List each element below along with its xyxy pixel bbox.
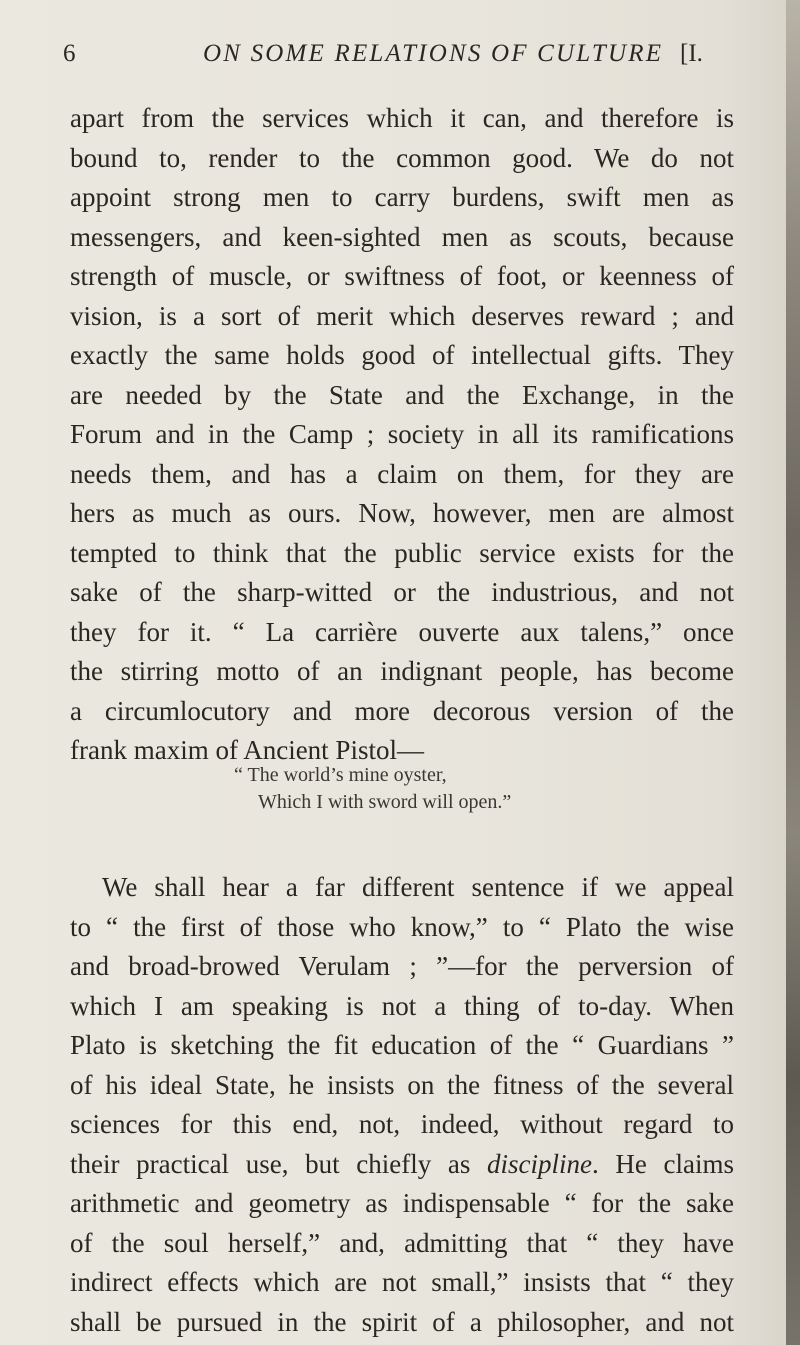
text-line: they for it. “ La carrière ouverte aux talens,” once [70,616,734,647]
quotation-line-2: Which I with sword will open.” [258,791,512,813]
text-line: the stirring motto of an indignant people, has become [70,656,734,686]
text-line: sciences for this end, not, indeed, without regard to [70,1109,734,1139]
page-number: 6 [63,40,76,67]
text-line: appoint strong men to carry burdens, swift men as [70,182,734,212]
text-line: Plato is sketching the fit education of the “ Guardians ” [70,1030,734,1060]
text-line: vision, is a sort of merit which deserves reward ; and [70,300,734,331]
text-line: bound to, render to the common good. We do not [70,142,734,173]
text-line: sake of the sharp-witted or the industrious, and not [70,577,734,607]
text-line: of his ideal State, he insists on the fitness of the several [70,1069,734,1100]
text-line: arithmetic and geometry as indispensable “ for the sake [70,1188,734,1218]
text-line: indirect effects which are not small,” insists that “ they [70,1267,734,1297]
text-line: shall be pursued in the spirit of a philosopher, and not [70,1306,734,1337]
text-line-with-emphasis [70,1145,734,1185]
text-fragment: . He claims [591,1148,734,1179]
text-line: We shall hear a far different sentence if we appeal [102,872,734,902]
quotation-line-1: “ The world’s mine oyster, [234,764,447,786]
text-line: needs them, and has a claim on them, for they are [70,458,734,489]
paragraph-2 [70,868,734,1342]
text-line: and broad-browed Verulam ; ”—for the perversion of [70,951,734,981]
paragraph-1 [70,99,734,771]
text-line: of the soul herself,” and, admitting that “ they have [70,1227,734,1258]
text-line: exactly the same holds good of intellectual gifts. They [70,340,734,370]
text-line: apart from the services which it can, and therefore is [70,103,734,133]
running-title: ON SOME RELATIONS OF CULTURE [203,40,664,67]
page-header [63,40,743,80]
section-mark: [I. [680,40,703,67]
text-line: Forum and in the Camp ; society in all its ramifications [70,419,734,449]
page-edge-shadow [786,0,800,1345]
text-line: are needed by the State and the Exchange, in the [70,379,734,410]
text-line: messengers, and keen-sighted men as scouts, because [70,221,734,252]
text-line: strength of muscle, or swiftness of foot, or keenness of [70,261,734,291]
text-line: which I am speaking is not a thing of to-day. When [70,990,734,1021]
text-line: a circumlocutory and more decorous version of the [70,695,734,726]
text-line: to “ the first of those who know,” to “ Plato the wise [70,911,734,942]
text-line: tempted to think that the public service exists for the [70,537,734,568]
text-line: hers as much as ours. Now, however, men are almost [70,498,734,528]
text-line: frank maxim of Ancient Pistol— [70,735,424,765]
verse-quotation [234,762,664,816]
text-fragment: their practical use, but chiefly as [70,1148,487,1179]
emphasis-word: discipline [487,1148,592,1179]
